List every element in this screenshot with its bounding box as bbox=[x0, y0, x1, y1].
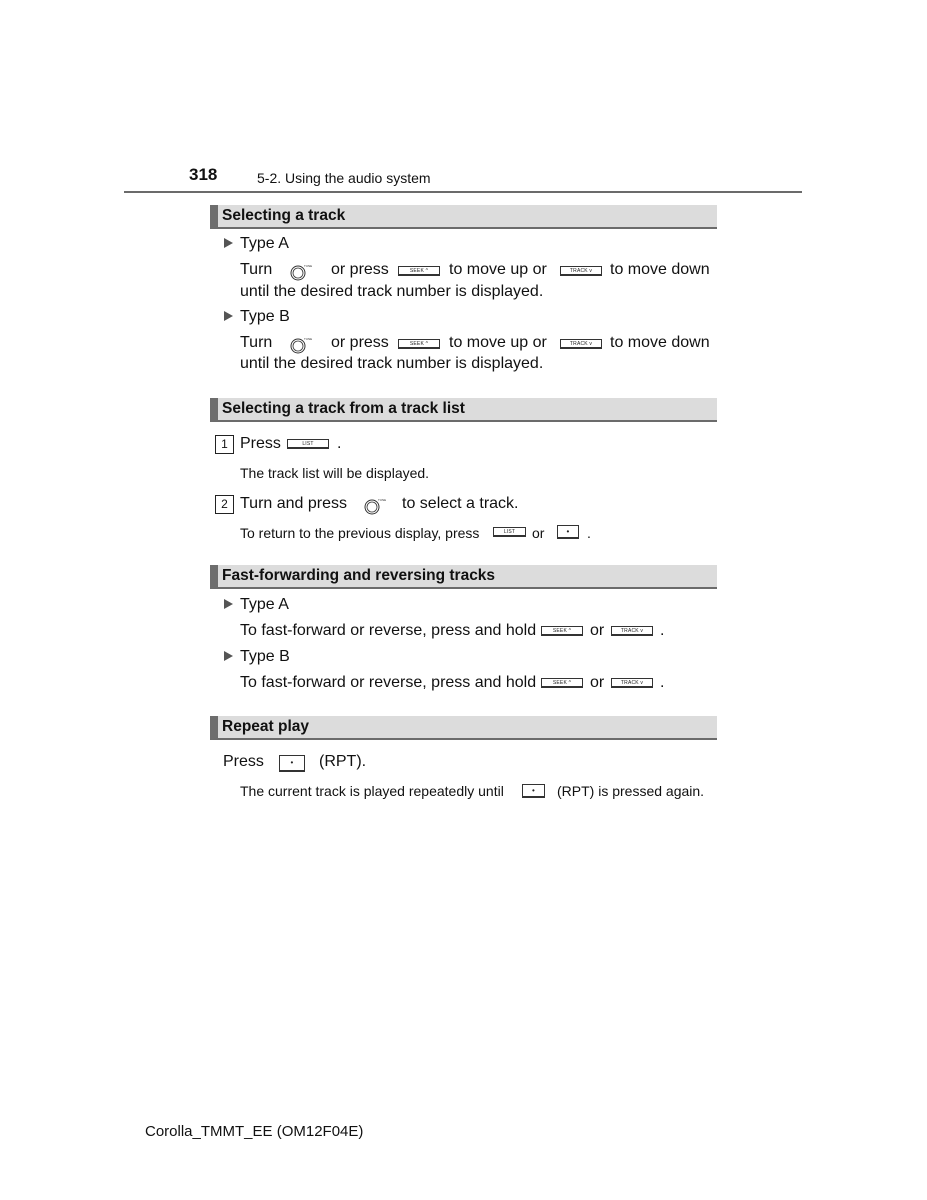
ff-text: To fast-forward or reverse, press and hold bbox=[240, 674, 537, 691]
period: . bbox=[660, 622, 665, 639]
or-text: or bbox=[590, 674, 605, 691]
seek-button-icon: SEEK ^ bbox=[398, 339, 440, 349]
type-b-bullet bbox=[224, 648, 290, 666]
triangle-bullet-icon bbox=[224, 651, 233, 661]
turn-text: Turn bbox=[240, 261, 273, 278]
or-text: or bbox=[532, 525, 545, 541]
repeat-note-end: (RPT) is pressed again. bbox=[557, 783, 705, 799]
period: . bbox=[660, 674, 665, 691]
header-divider bbox=[124, 191, 802, 193]
type-b-label: Type B bbox=[240, 308, 290, 325]
seek-button-icon: SEEK ^ bbox=[541, 626, 583, 636]
period: . bbox=[337, 435, 342, 452]
track-button-icon: TRACK v bbox=[560, 339, 602, 349]
type-a-bullet bbox=[224, 596, 289, 614]
track-button-icon: TRACK v bbox=[560, 266, 602, 276]
or-press-text: or press bbox=[331, 334, 389, 351]
type-b-bullet bbox=[224, 308, 290, 326]
footer-doc-id: Corolla_TMMT_EE (OM12F04E) bbox=[145, 1123, 364, 1140]
section-heading-selecting-track bbox=[210, 205, 717, 229]
tune-knob-icon bbox=[290, 336, 313, 354]
until-text: until the desired track number is displayed. bbox=[240, 355, 544, 372]
list-button-icon: LIST bbox=[287, 439, 329, 449]
step-number-1: 1 bbox=[215, 435, 234, 454]
section-heading-fast-forward bbox=[210, 565, 717, 589]
or-text: or bbox=[590, 622, 605, 639]
type-a-bullet bbox=[224, 235, 289, 253]
svg-text:TUNE: TUNE bbox=[304, 337, 313, 341]
repeat-note: The current track is played repeatedly until bbox=[240, 783, 504, 799]
rpt-button-icon: • bbox=[279, 755, 305, 772]
type-a-label: Type A bbox=[240, 596, 289, 613]
dot-button-icon: • bbox=[557, 525, 579, 539]
triangle-bullet-icon bbox=[224, 238, 233, 248]
turn-and-press-text: Turn and press bbox=[240, 495, 348, 512]
tune-knob-icon bbox=[290, 263, 313, 281]
tune-knob-icon bbox=[364, 497, 387, 515]
page-number: 318 bbox=[189, 165, 218, 184]
seek-button-icon: SEEK ^ bbox=[398, 266, 440, 276]
triangle-bullet-icon bbox=[224, 311, 233, 321]
rpt-button-icon: • bbox=[522, 784, 545, 798]
triangle-bullet-icon bbox=[224, 599, 233, 609]
press-text: Press bbox=[223, 753, 264, 770]
or-press-text: or press bbox=[331, 261, 389, 278]
section-title: Selecting a track from a track list bbox=[222, 400, 465, 417]
section-title: Selecting a track bbox=[222, 207, 346, 224]
move-up-text: to move up or bbox=[449, 261, 547, 278]
type-b-label: Type B bbox=[240, 648, 290, 665]
svg-text:TUNE: TUNE bbox=[378, 498, 387, 502]
select-track-text: to select a track. bbox=[402, 495, 519, 512]
type-a-label: Type A bbox=[240, 235, 289, 252]
step1-note: The track list will be displayed. bbox=[240, 465, 430, 481]
return-note: To return to the previous display, press bbox=[240, 525, 480, 541]
section-title: Repeat play bbox=[222, 718, 310, 735]
section-heading-repeat bbox=[210, 716, 717, 740]
svg-text:TUNE: TUNE bbox=[304, 264, 313, 268]
section-header: 5-2. Using the audio system bbox=[257, 170, 431, 186]
move-up-text: to move up or bbox=[449, 334, 547, 351]
track-button-icon: TRACK v bbox=[611, 626, 653, 636]
ff-text: To fast-forward or reverse, press and hold bbox=[240, 622, 537, 639]
seek-button-icon: SEEK ^ bbox=[541, 678, 583, 688]
rpt-text: (RPT). bbox=[319, 753, 367, 770]
move-down-text: to move down bbox=[610, 334, 710, 351]
section-heading-track-list bbox=[210, 398, 717, 422]
until-text: until the desired track number is displayed. bbox=[240, 283, 544, 300]
track-button-icon: TRACK v bbox=[611, 678, 653, 688]
move-down-text: to move down bbox=[610, 261, 710, 278]
step-number-2: 2 bbox=[215, 495, 234, 514]
turn-text: Turn bbox=[240, 334, 273, 351]
press-text: Press bbox=[240, 435, 281, 452]
period: . bbox=[587, 525, 591, 541]
list-button-icon: LIST bbox=[493, 527, 526, 537]
section-title: Fast-forwarding and reversing tracks bbox=[222, 567, 496, 584]
